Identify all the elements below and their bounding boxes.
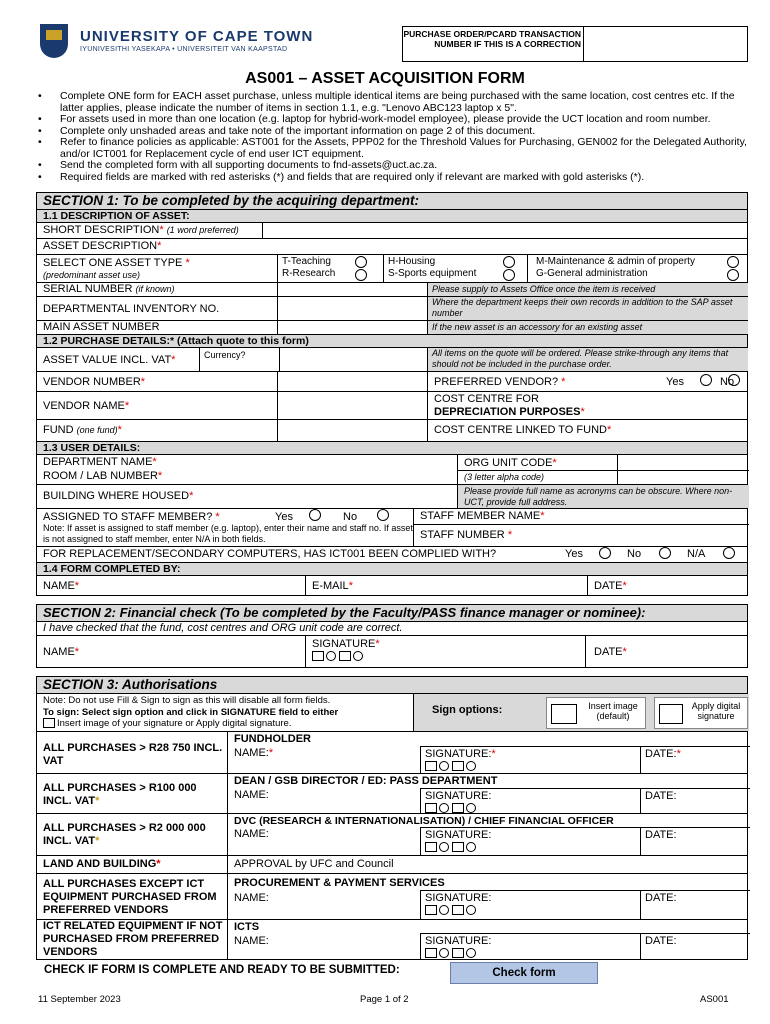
repl-yes-radio[interactable] xyxy=(599,547,611,559)
sign-note: Note: Do not use Fill & Sign to sign as this will disable all form fields. To sign: Select sign option and click in SIGNATURE field to either Insert image of your signature or Apply digital signature. xyxy=(43,695,339,729)
asset-type-label: SELECT ONE ASSET TYPE * xyxy=(43,257,190,269)
auth-role-label: DVC (RESEARCH & INTERNATIONALISATION) / CHIEF FINANCIAL OFFICER xyxy=(234,815,614,827)
auth-signature-field[interactable]: SIGNATURE: xyxy=(420,890,640,920)
assigned-no-radio[interactable] xyxy=(377,509,389,521)
section-2-title: SECTION 2: Financial check (To be completed by the Faculty/PASS finance manager or nominee): xyxy=(36,604,748,622)
sign-note-row xyxy=(36,694,748,732)
repl-no-label: No xyxy=(627,548,642,560)
preferred-vendor-label: PREFERRED VENDOR? * xyxy=(434,376,566,388)
asset-type-row xyxy=(36,255,748,283)
type-research-radio[interactable] xyxy=(355,269,367,281)
fin-date-label: DATE* xyxy=(585,636,749,667)
asset-value-field[interactable] xyxy=(279,348,427,371)
building-label: BUILDING WHERE HOUSED* xyxy=(43,490,194,502)
staff-name-label: STAFF MEMBER NAME* xyxy=(413,509,749,525)
pref-yes-label: Yes xyxy=(666,376,684,388)
auth-threshold-label: ALL PURCHASES > R100 000 INCL. VAT* xyxy=(43,782,197,807)
serial-label: SERIAL NUMBER (if known) xyxy=(43,283,175,295)
asset-value-label: ASSET VALUE INCL. VAT* xyxy=(43,354,176,366)
serial-note: Please supply to Assets Office once the item is received xyxy=(427,283,748,296)
type-teaching-radio[interactable] xyxy=(355,256,367,268)
instruction-item: • Complete only unshaded areas and take note of the important information on page 2 of this document. xyxy=(38,126,748,138)
asset-value-row xyxy=(36,348,748,372)
auth-row-procurement xyxy=(36,874,748,920)
financial-check-row xyxy=(36,636,748,668)
cc-depreciation-field[interactable] xyxy=(627,392,748,419)
auth-cell xyxy=(227,732,749,773)
section-3-title: SECTION 3: Authorisations xyxy=(36,676,748,694)
currency-field[interactable]: Currency? xyxy=(199,348,279,371)
subsection-1-4: 1.4 FORM COMPLETED BY: xyxy=(36,563,748,576)
assigned-label: ASSIGNED TO STAFF MEMBER? * xyxy=(43,511,220,523)
auth-role-label: FUNDHOLDER xyxy=(234,733,311,745)
fin-name-label: NAME* xyxy=(43,646,80,658)
auth-threshold-label: ALL PURCHASES > R2 000 000 INCL. VAT* xyxy=(43,822,206,847)
type-research-label: R-Research xyxy=(282,268,336,279)
cc-fund-field[interactable] xyxy=(627,420,748,441)
subsection-1-2: 1.2 PURCHASE DETAILS:* (Attach quote to this form) xyxy=(36,335,748,348)
po-label: PURCHASE ORDER/PCARD TRANSACTION NUMBER IF THIS IS A CORRECTION xyxy=(403,29,581,49)
auth-role-label: ICTS xyxy=(234,921,260,933)
assigned-yes-radio[interactable] xyxy=(309,509,321,521)
auth-role-label: PROCUREMENT & PAYMENT SERVICES xyxy=(234,877,445,889)
auth-name-label: NAME: xyxy=(234,828,269,840)
dept-inventory-label: DEPARTMENTAL INVENTORY NO. xyxy=(43,303,220,315)
completed-name-label: NAME* xyxy=(43,580,80,592)
university-name: UNIVERSITY OF CAPE TOWN xyxy=(80,28,314,45)
dept-name-label: DEPARTMENT NAME* xyxy=(43,456,157,468)
form-title: AS001 – ASSET ACQUISITION FORM xyxy=(245,70,525,87)
org-unit-label: ORG UNIT CODE* xyxy=(457,455,749,470)
fin-signature-cell[interactable]: SIGNATURE* xyxy=(305,636,585,667)
auth-signature-field[interactable]: SIGNATURE: xyxy=(420,827,640,856)
footer-page: Page 1 of 2 xyxy=(360,994,409,1005)
insert-image-option[interactable]: Insert image (default) xyxy=(546,697,646,729)
auth-threshold-label: LAND AND BUILDING* xyxy=(43,858,161,870)
auth-signature-field[interactable]: SIGNATURE:* xyxy=(420,746,640,774)
assigned-row xyxy=(36,509,748,547)
serial-field[interactable] xyxy=(277,283,427,296)
auth-row-fundholder xyxy=(36,732,748,774)
vendor-name-row xyxy=(36,392,748,420)
instructions-list xyxy=(38,91,748,183)
completed-email-label: E-MAIL* xyxy=(305,576,595,595)
auth-threshold-label: ICT RELATED EQUIPMENT IF NOT PURCHASED FROM PREFERRED VENDORS xyxy=(43,920,223,958)
auth-threshold-label: ALL PURCHASES EXCEPT ICT EQUIPMENT PURCHASED FROM PREFERRED VENDORS xyxy=(43,878,217,916)
room-label: ROOM / LAB NUMBER* xyxy=(43,470,163,482)
fund-field[interactable] xyxy=(277,420,427,441)
main-asset-row xyxy=(36,321,748,335)
section-1-title: SECTION 1: To be completed by the acquiring department: xyxy=(36,192,748,210)
vendor-number-label: VENDOR NUMBER* xyxy=(43,376,146,388)
org-unit-hint: (3 letter alpha code) xyxy=(457,470,617,484)
university-subtitle: IYUNIVESITHI YASEKAPA • UNIVERSITEIT VAN KAAPSTAD xyxy=(80,46,288,53)
type-col-2 xyxy=(383,255,523,282)
repl-na-label: N/A xyxy=(687,548,706,560)
asset-desc-field[interactable] xyxy=(207,239,748,254)
main-asset-label: MAIN ASSET NUMBER xyxy=(43,321,160,333)
auth-name-label: NAME: xyxy=(234,789,269,801)
building-row xyxy=(36,485,748,509)
financial-check-text: I have checked that the fund, cost centres and ORG unit code are correct. xyxy=(36,622,748,636)
uct-logo xyxy=(40,24,68,58)
instruction-item: • For assets used in more than one location (e.g. laptop for hybrid-work-model employee), please provide the UCT location and room number. xyxy=(38,114,748,126)
pref-yes-radio[interactable] xyxy=(700,374,712,386)
org-unit-field[interactable] xyxy=(617,455,749,470)
auth-cell xyxy=(227,814,749,855)
asset-desc-label: ASSET DESCRIPTION* xyxy=(43,240,162,252)
pen-sign-icon xyxy=(659,704,683,724)
main-asset-note: If the new asset is an accessory for an existing asset xyxy=(427,321,748,334)
subsection-1-3: 1.3 USER DETAILS: xyxy=(36,442,748,455)
assigned-no-label: No xyxy=(343,511,358,523)
auth-date-field[interactable]: DATE: xyxy=(640,890,750,920)
short-description-row xyxy=(36,223,748,239)
type-sports-label: S-Sports equipment xyxy=(388,268,477,279)
fund-label: FUND (one fund)* xyxy=(43,424,122,436)
assign-note: Note: If asset is assigned to staff member (e.g. laptop), enter their name and staff no. If asset is not assigned to staff member, enter N/A in both fields. xyxy=(43,523,413,544)
dept-name-row xyxy=(36,455,748,470)
auth-name-label: NAME: xyxy=(234,892,269,904)
type-sports-radio[interactable] xyxy=(503,269,515,281)
quote-note: All items on the quote will be ordered. Please strike-through any items that should not be included in the purchase order. xyxy=(427,348,748,371)
auth-row-icts xyxy=(36,920,748,960)
pref-no-radio[interactable] xyxy=(728,374,740,386)
po-correction-box xyxy=(402,26,748,62)
type-maintenance-radio[interactable] xyxy=(727,256,739,268)
serial-row xyxy=(36,283,748,297)
footer-date: 11 September 2023 xyxy=(38,994,121,1005)
type-col-3 xyxy=(527,255,749,282)
fund-row xyxy=(36,420,748,442)
auth-date-field[interactable]: DATE: xyxy=(640,827,750,856)
auth-cell xyxy=(227,874,749,919)
auth-row-land xyxy=(36,856,748,874)
auth-row-dean xyxy=(36,774,748,814)
land-approval-label: APPROVAL by UFC and Council xyxy=(227,856,749,873)
asset-type-hint: (predominant asset use) xyxy=(43,270,141,280)
auth-threshold-label: ALL PURCHASES > R28 750 INCL. VAT xyxy=(43,742,223,767)
main-asset-field[interactable] xyxy=(277,321,427,334)
type-maintenance-label: M-Maintenance & admin of property xyxy=(536,256,695,267)
repl-yes-label: Yes xyxy=(565,548,583,560)
footer-code: AS001 xyxy=(700,994,729,1005)
instruction-item: • Send the completed form with all supporting documents to fnd-assets@uct.ac.za. xyxy=(38,160,748,172)
type-housing-radio[interactable] xyxy=(503,256,515,268)
completed-date-label: DATE* xyxy=(587,576,749,595)
sign-options-panel xyxy=(413,694,749,731)
room-row xyxy=(36,470,748,485)
type-general-radio[interactable] xyxy=(727,269,739,281)
check-complete-label: CHECK IF FORM IS COMPLETE AND READY TO BE SUBMITTED: xyxy=(44,964,400,976)
auth-name-label: NAME: xyxy=(234,935,269,947)
short-desc-field[interactable] xyxy=(262,223,748,238)
subsection-1-1: 1.1 DESCRIPTION OF ASSET: xyxy=(36,210,748,223)
vendor-number-field[interactable] xyxy=(277,372,427,391)
auth-cell xyxy=(227,920,749,959)
assigned-yes-label: Yes xyxy=(275,511,293,523)
vendor-name-field[interactable] xyxy=(277,392,427,419)
auth-name-label: NAME:* xyxy=(234,747,274,759)
short-desc-label: SHORT DESCRIPTION* (1 word preferred) xyxy=(43,224,239,236)
auth-date-field[interactable]: DATE: xyxy=(640,788,750,814)
dept-inventory-row xyxy=(36,297,748,321)
repl-no-radio[interactable] xyxy=(659,547,671,559)
auth-cell xyxy=(227,774,749,813)
cc-depreciation-label: COST CENTRE FOR DEPRECIATION PURPOSES* xyxy=(427,392,627,419)
completed-by-row xyxy=(36,576,748,596)
type-general-label: G-General administration xyxy=(536,268,648,279)
type-housing-label: H-Housing xyxy=(388,256,436,267)
staff-number-label: STAFF NUMBER * xyxy=(413,525,749,547)
instruction-item: • Required fields are marked with red asterisks (*) and fields that are required only if relevant are marked with gold asterisks (*). xyxy=(38,172,748,184)
dept-inventory-note: Where the department keeps their own records in addition to the SAP asset number xyxy=(427,297,748,320)
type-teaching-label: T-Teaching xyxy=(282,256,331,267)
type-col-1 xyxy=(277,255,367,282)
acronym-note: Please provide full name as acronyms can be obscure. Where non-UCT, provide full address. xyxy=(457,485,749,508)
vendor-number-row xyxy=(36,372,748,392)
auth-date-field[interactable]: DATE: xyxy=(640,933,750,960)
cc-fund-label: COST CENTRE LINKED TO FUND* xyxy=(427,420,627,441)
replacement-label: FOR REPLACEMENT/SECONDARY COMPUTERS, HAS ICT001 BEEN COMPLIED WITH? xyxy=(43,548,497,560)
replacement-row xyxy=(36,547,748,563)
auth-signature-field[interactable]: SIGNATURE: xyxy=(420,788,640,814)
instruction-item: • Complete ONE form for EACH asset purchase, unless multiple identical items are being purchased with the same location, cost centres etc. If the latter applies, please indicate the number of items in section 1.1, e.g. "Lenovo ABC123 laptop x 5". xyxy=(38,91,748,114)
dept-inventory-field[interactable] xyxy=(277,297,427,320)
auth-signature-field[interactable]: SIGNATURE: xyxy=(420,933,640,960)
preferred-vendor-cell xyxy=(427,372,748,391)
image-icon xyxy=(551,704,577,724)
vendor-name-label: VENDOR NAME* xyxy=(43,400,130,412)
apply-digital-option[interactable]: Apply digital signature xyxy=(654,697,748,729)
asset-description-row xyxy=(36,239,748,255)
repl-na-radio[interactable] xyxy=(723,547,735,559)
sign-options-label: Sign options: xyxy=(432,704,503,716)
instruction-item: • Refer to finance policies as applicable: AST001 for the Assets, PPP02 for the Threshold Values for Purchasing, GEN002 for the Delegated Authority, and/or ICT001 for Replacement cycle of end user ICT equipment. xyxy=(38,137,748,160)
auth-row-dvc xyxy=(36,814,748,856)
auth-role-label: DEAN / GSB DIRECTOR / ED: PASS DEPARTMENT xyxy=(234,775,498,787)
po-number-field[interactable] xyxy=(583,26,748,62)
auth-date-field[interactable]: DATE:* xyxy=(640,746,750,774)
pref-no-label: No xyxy=(720,376,735,388)
check-form-button[interactable]: Check form xyxy=(450,962,598,984)
